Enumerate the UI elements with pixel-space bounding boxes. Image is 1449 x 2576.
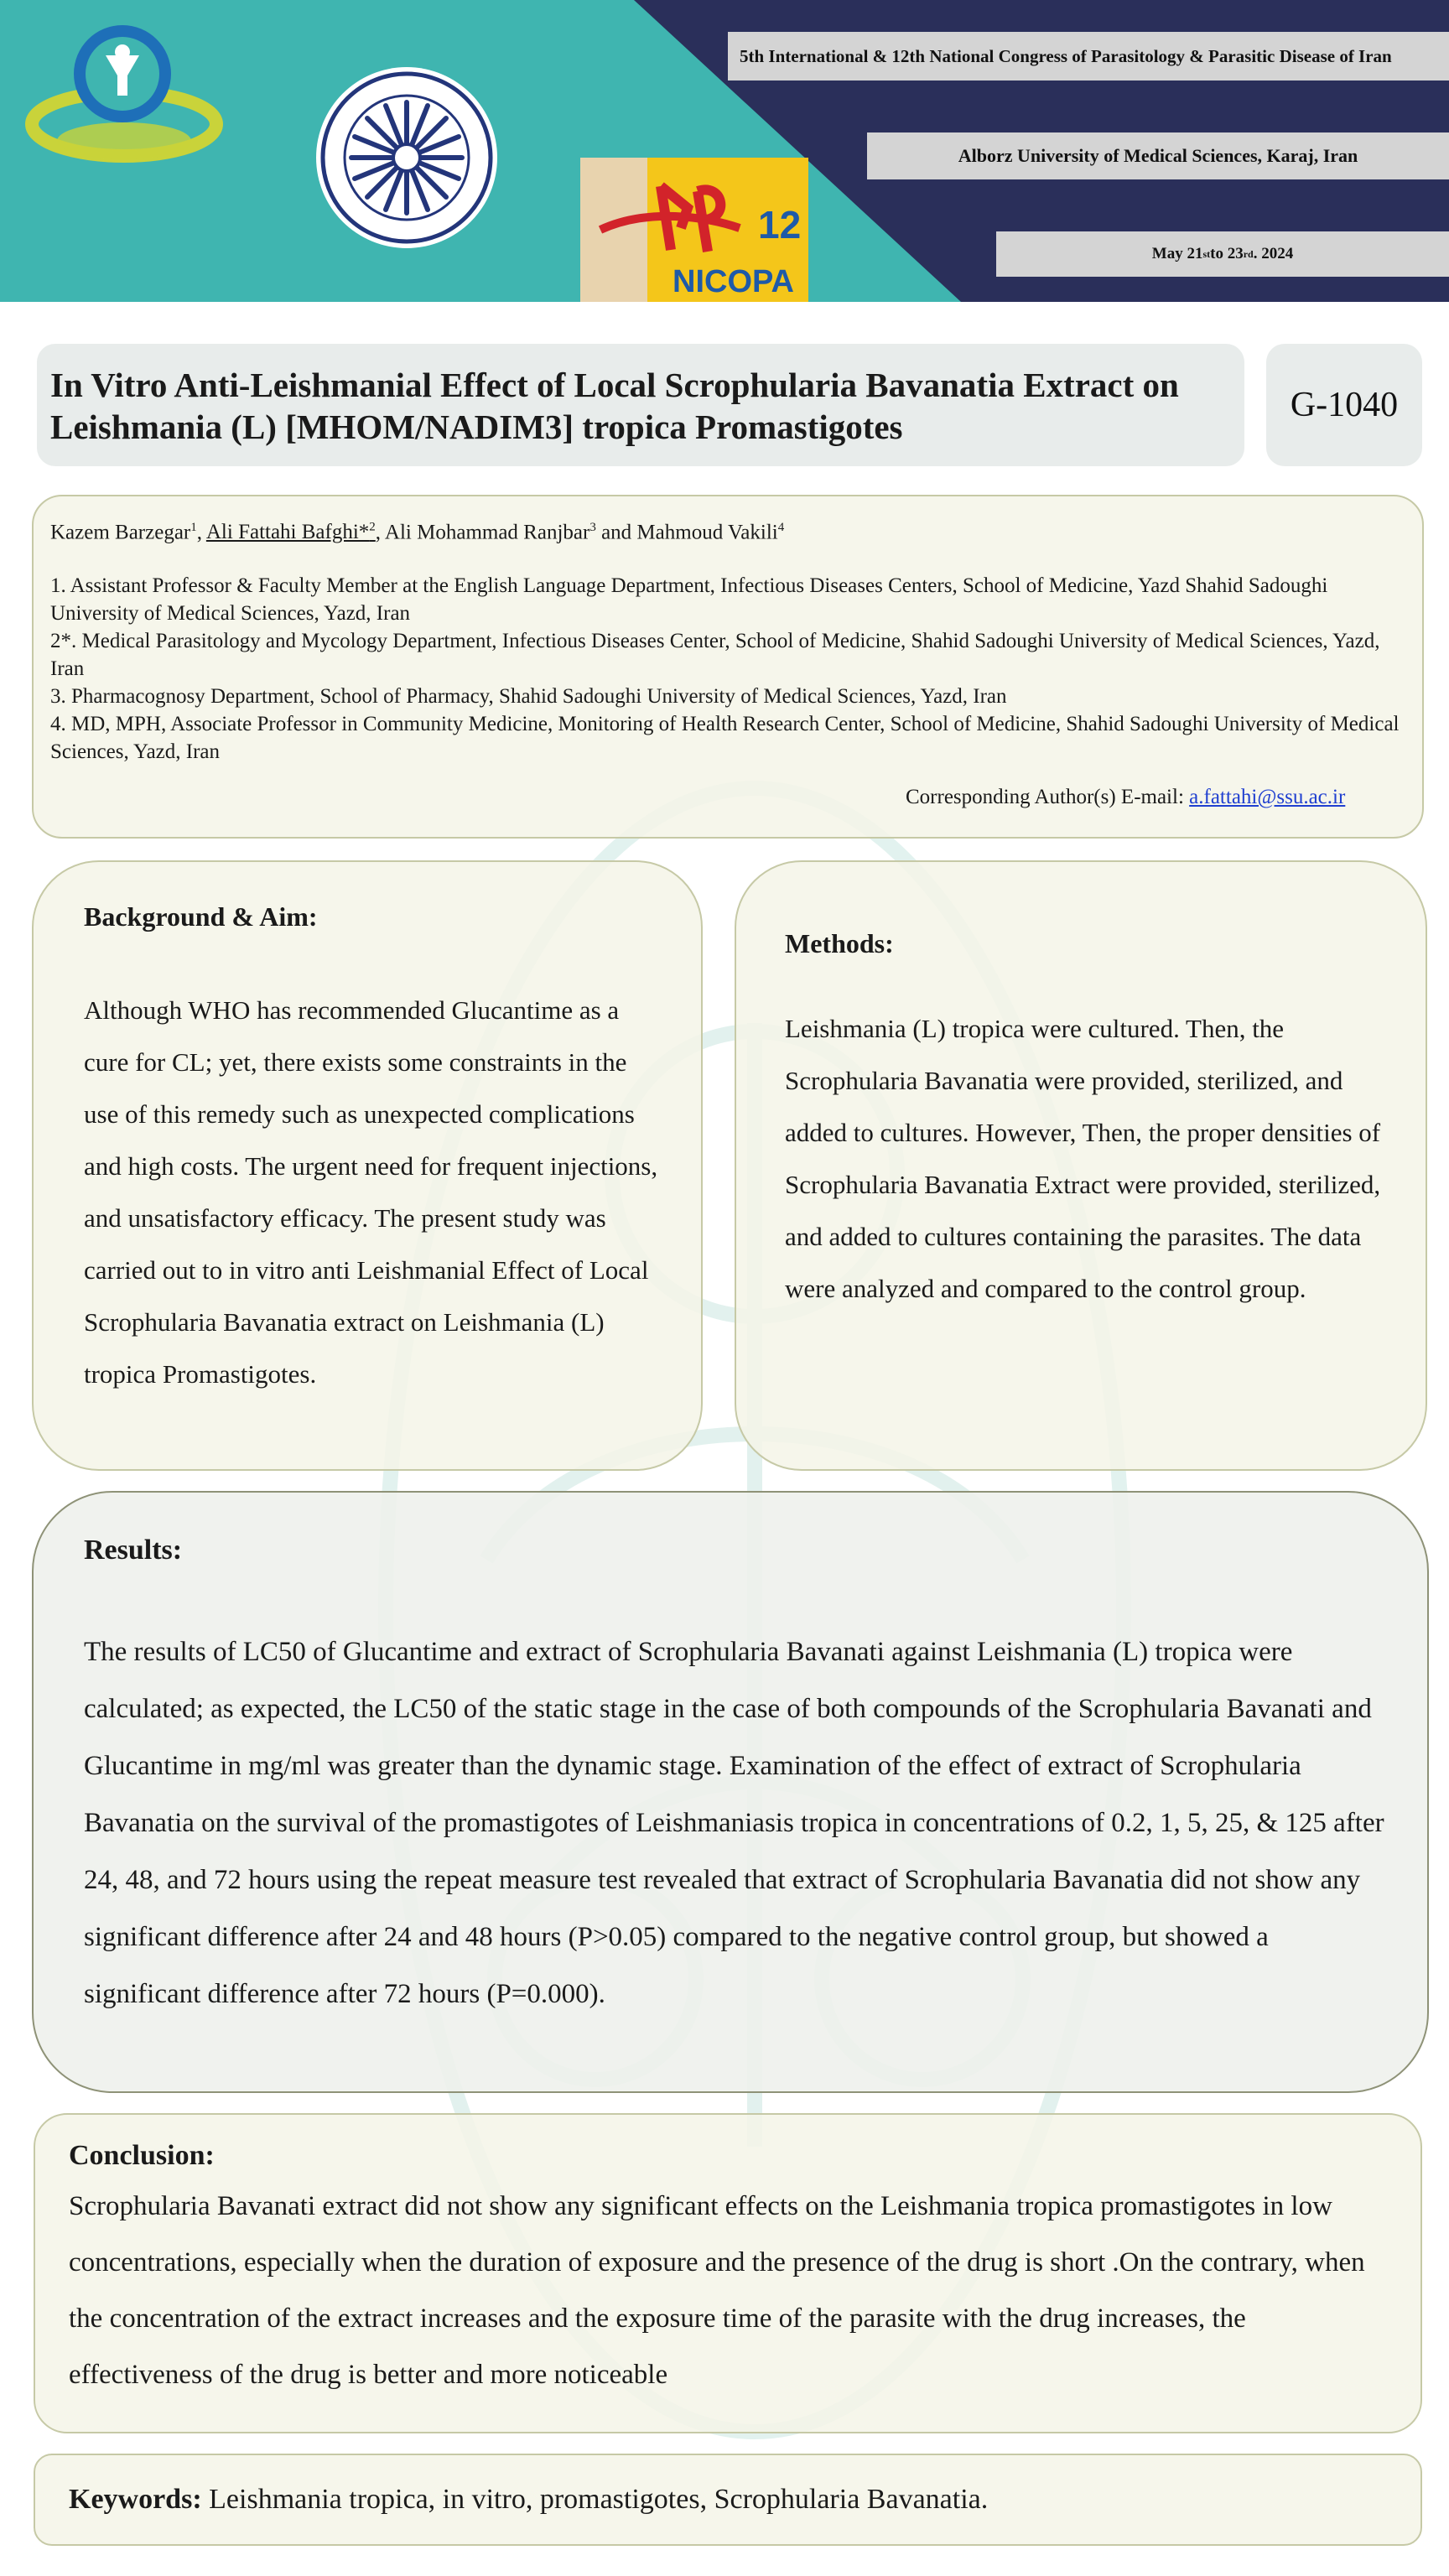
affiliation-4: 4. MD, MPH, Associate Professor in Community Medicine, Monitoring of Health Research Center, School of Medicine, Shahid Sadoughi University of Medical Sciences, Yazd, Iran [50, 713, 1400, 764]
background-panel [32, 860, 703, 1471]
author-1-sup: 1 [190, 521, 197, 534]
background-heading: Background & Aim: [84, 901, 318, 932]
header-banner [0, 0, 1449, 302]
author-4: and Mahmoud Vakili [595, 521, 778, 544]
author-1: Kazem Barzegar [50, 521, 191, 544]
authors-panel [32, 495, 1424, 839]
conclusion-panel [34, 2113, 1422, 2433]
results-panel [32, 1491, 1429, 2093]
affiliations [50, 572, 1405, 766]
author-4-sup: 4 [777, 521, 785, 534]
methods-panel [735, 860, 1427, 1471]
methods-heading: Methods: [785, 928, 894, 958]
corresponding-email-link[interactable]: a.fattahi@ssu.ac.ir [1189, 786, 1346, 808]
congress-logo-icon [23, 15, 225, 183]
corresponding-label: Corresponding Author(s) E-mail: [906, 786, 1190, 808]
affiliation-2: 2*. Medical Parasitology and Mycology Department, Infectious Diseases Center, School of Medicine, Shahid Sadoughi University of Medical Sciences, Yazd, Iran [50, 630, 1380, 681]
results-heading: Results: [84, 1535, 183, 1566]
poster-code: G-1040 [1266, 344, 1422, 466]
date-sup-start: st [1202, 247, 1211, 260]
background-text: Although WHO has recommended Glucantime as a cure for CL; yet, there exists some constraints in the use of this remedy such as unexpected complications and high costs. The urgent need for frequent injections, and unsatisfactory efficacy. The present study was carried out to in vitro anti Leishmanial Effect of Local Scrophularia Bavanatia extract on Leishmania (L) tropica Promastigotes. [84, 995, 658, 1389]
nicopa-logo-number: 12 [758, 203, 802, 247]
author-2 [206, 521, 376, 543]
author-separator: , [196, 521, 206, 544]
author-3-sup: 3 [589, 521, 596, 534]
nicopa-logo [580, 158, 808, 302]
society-seal-icon [310, 65, 503, 250]
affiliation-1: 1. Assistant Professor & Faculty Member at the English Language Department, Infectious Diseases Centers, School of Medicine, Yazd Shahid Sadoughi University of Medical Sciences, Yazd, Iran [50, 574, 1328, 626]
date-year: . 2024 [1253, 245, 1294, 262]
nicopa-logo-icon [580, 158, 808, 302]
keywords-text: Leishmania tropica, in vitro, promastigotes, Scrophularia Bavanatia. [201, 2484, 989, 2515]
conclusion-heading: Conclusion: [69, 2140, 215, 2171]
corresponding-author [906, 783, 1345, 812]
keywords-label: Keywords: [69, 2484, 202, 2515]
title-box [37, 344, 1244, 466]
methods-text: Leishmania (L) tropica were cultured. Then, the Scrophularia Bavanatia were provided, sterilized, and added to cultures. However, Then, the proper densities of Scrophularia Bavanatia Extract were provided, sterilized, and added to cultures containing the parasites. The data were analyzed and compared to the control group. [785, 1014, 1381, 1303]
author-3: , Ali Mohammad Ranjbar [375, 521, 590, 544]
author-2-name: Ali Fattahi Bafghi* [205, 521, 370, 544]
date-banner [996, 231, 1449, 277]
congress-banner: 5th International & 12th National Congress of Parasitology & Parasitic Disease of Iran [728, 32, 1449, 80]
author-2-sup: 2 [369, 521, 376, 534]
conclusion-text: Scrophularia Bavanati extract did not show any significant effects on the Leishmania tropica promastigotes in low concentrations, especially when the duration of exposure and the presence of the drug is short .On the contrary, when the concentration of the extract increases and the exposure time of the parasite with the drug increases, the effectiveness of the drug is better and more noticeable [69, 2191, 1365, 2390]
university-banner: Alborz University of Medical Sciences, Karaj, Iran [867, 132, 1449, 179]
date-day-end: to 23 [1210, 245, 1244, 262]
keywords-panel [34, 2454, 1422, 2546]
poster-title: In Vitro Anti-Leishmanial Effect of Local Scrophularia Bavanatia Extract on Leishmania (L) [MHOM/NADIM3] tropica Promastigotes [50, 366, 1179, 446]
keywords-line [69, 2484, 988, 2516]
author-list [50, 513, 1405, 547]
results-text: The results of LC50 of Glucantime and extract of Scrophularia Bavanati against Leishmania (L) tropica were calculated; as expected, the LC50 of the static stage in the case of both compounds of the Scrophularia Bavanati and Glucantime in mg/ml was greater than the dynamic stage. Examination of the effect of extract of Scrophularia Bavanatia on the survival of the promastigotes of Leishmaniasis tropica in concentrations of 0.2, 1, 5, 25, & 125 after 24, 48, and 72 hours using the repeat measure test revealed that extract of Scrophularia Bavanatia did not show any significant difference after 24 and 48 hours (P>0.05) compared to the negative control group, but showed a significant difference after 72 hours (P=0.000). [84, 1637, 1384, 2009]
date-sup-end: rd [1243, 247, 1254, 260]
nicopa-logo-text: NICOPA [673, 264, 794, 299]
date-day-start: May 21 [1151, 245, 1203, 262]
affiliation-3: 3. Pharmacognosy Department, School of Pharmacy, Shahid Sadoughi University of Medical Sciences, Yazd, Iran [50, 685, 1007, 709]
